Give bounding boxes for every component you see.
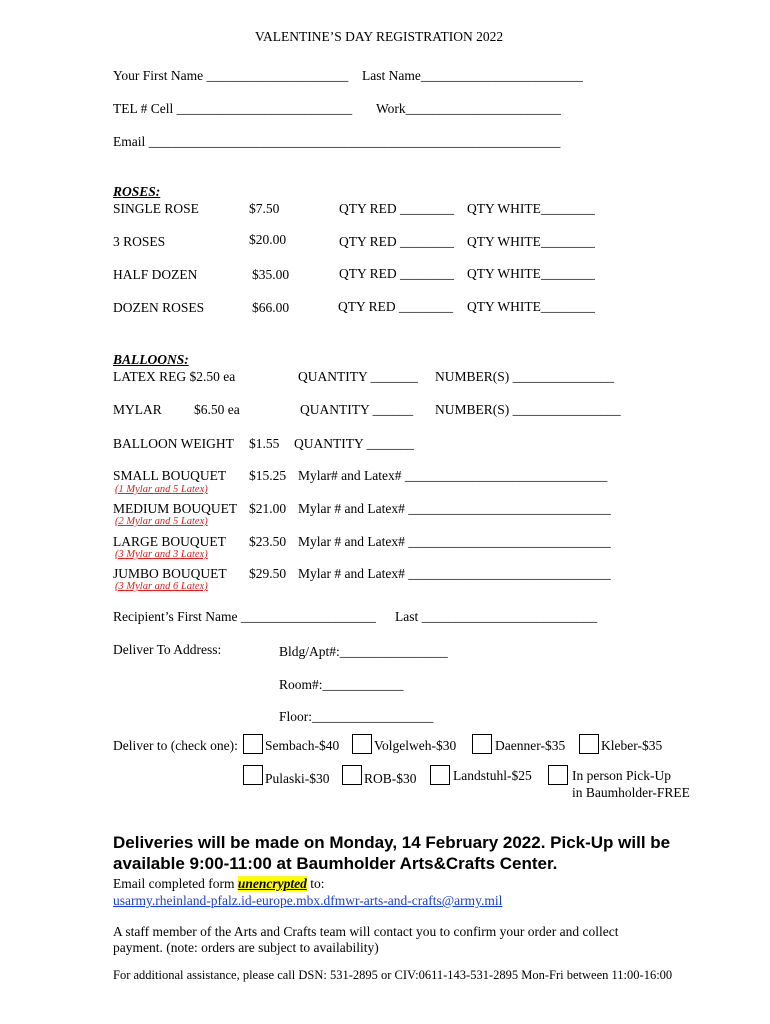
qty-red-field[interactable]: QTY RED ________ [338, 299, 453, 314]
recipient-last-name-field[interactable]: Last __________________________ [395, 609, 598, 624]
work-phone-field[interactable]: Work_______________________ [376, 101, 561, 116]
deliver-check-label: Deliver to (check one): [113, 738, 238, 753]
rose-item-name: DOZEN ROSES [113, 300, 205, 315]
qty-red-field[interactable]: QTY RED ________ [339, 234, 454, 249]
rose-item-price: $20.00 [249, 232, 287, 247]
first-name-field[interactable]: Your First Name _____________________ [113, 68, 349, 83]
mylar-quantity-field[interactable]: QUANTITY ______ [300, 402, 414, 417]
last-name-field[interactable]: Last Name________________________ [362, 68, 583, 83]
staff-note-line1: A staff member of the Arts and Crafts team will contact you to confirm your order and collect [113, 924, 619, 939]
recipient-first-name-field[interactable]: Recipient’s First Name ____________________ [113, 609, 376, 624]
sembach-label: Sembach-$40 [265, 738, 340, 753]
qty-white-field[interactable]: QTY WHITE________ [467, 266, 595, 281]
roses-heading: ROSES: [113, 184, 161, 199]
volgelweh-label: Volgelweh-$30 [374, 738, 457, 753]
bouquet-note: (2 Mylar and 5 Latex) [115, 516, 208, 527]
rob-checkbox[interactable] [342, 765, 362, 785]
bouquet-price: $23.50 [249, 534, 287, 549]
email-field[interactable]: Email _____________________________________________________________ [113, 134, 561, 149]
rose-item-name: 3 ROSES [113, 234, 166, 249]
mylar-numbers-field[interactable]: NUMBER(S) ________________ [435, 402, 621, 417]
bouquet-name: SMALL BOUQUET [113, 468, 227, 483]
latex-label: LATEX REG $2.50 ea [113, 369, 236, 384]
balloons-heading: BALLOONS: [113, 352, 189, 367]
bouquet-name: JUMBO BOUQUET [113, 566, 227, 581]
email-instruction-suffix: to: [306, 876, 325, 891]
bouquet-field[interactable]: Mylar # and Latex# ______________________________ [298, 566, 611, 581]
latex-quantity-field[interactable]: QUANTITY _______ [298, 369, 418, 384]
weight-price: $1.55 [249, 436, 280, 451]
delivery-notice-line1: Deliveries will be made on Monday, 14 February 2022. Pick-Up will be [113, 833, 671, 852]
floor-field[interactable]: Floor:__________________ [279, 709, 434, 724]
bouquet-price: $15.25 [249, 468, 287, 483]
email-address-link[interactable]: usarmy.rheinland-pfalz.id-europe.mbx.dfmwr-arts-and-crafts@army.mil [113, 893, 503, 908]
bouquet-field[interactable]: Mylar # and Latex# ______________________________ [298, 501, 611, 516]
bouquet-note: (1 Mylar and 5 Latex) [115, 484, 208, 495]
bouquet-note: (3 Mylar and 6 Latex) [115, 581, 208, 592]
pickup-checkbox[interactable] [548, 765, 568, 785]
kleber-label: Kleber-$35 [601, 738, 663, 753]
bouquet-price: $29.50 [249, 566, 287, 581]
bldg-apt-field[interactable]: Bldg/Apt#:________________ [279, 644, 448, 659]
delivery-notice-line2: available 9:00-11:00 at Baumholder Arts&Crafts Center. [113, 854, 558, 873]
qty-white-field[interactable]: QTY WHITE________ [467, 299, 595, 314]
landstuhl-checkbox[interactable] [430, 765, 450, 785]
qty-white-field[interactable]: QTY WHITE________ [467, 201, 595, 216]
sembach-checkbox[interactable] [243, 734, 263, 754]
latex-numbers-field[interactable]: NUMBER(S) _______________ [435, 369, 614, 384]
rose-item-name: SINGLE ROSE [113, 201, 199, 216]
qty-red-field[interactable]: QTY RED ________ [339, 266, 454, 281]
bouquet-name: MEDIUM BOUQUET [113, 501, 238, 516]
rose-item-name: HALF DOZEN [113, 267, 198, 282]
bouquet-field[interactable]: Mylar# and Latex# ______________________________ [298, 468, 608, 483]
volgelweh-checkbox[interactable] [352, 734, 372, 754]
assistance-note: For additional assistance, please call DSN: 531-2895 or CIV:0611-143-531-2895 Mon-Fri between 11:00-16:00 [113, 968, 673, 982]
qty-red-field[interactable]: QTY RED ________ [339, 201, 454, 216]
tel-cell-field[interactable]: TEL # Cell __________________________ [113, 101, 353, 116]
room-field[interactable]: Room#:____________ [279, 677, 404, 692]
page-title: VALENTINE’S DAY REGISTRATION 2022 [255, 29, 504, 44]
pulaski-label: Pulaski-$30 [265, 771, 330, 786]
deliver-to-label: Deliver To Address: [113, 642, 222, 657]
email-instruction-prefix: Email completed form [113, 876, 238, 891]
pickup-label-line2: in Baumholder-FREE [572, 785, 690, 800]
rose-item-price: $66.00 [252, 300, 290, 315]
bouquet-name: LARGE BOUQUET [113, 534, 226, 549]
bouquet-note: (3 Mylar and 3 Latex) [115, 549, 208, 560]
pulaski-checkbox[interactable] [243, 765, 263, 785]
email-instruction [113, 876, 324, 892]
daenner-label: Daenner-$35 [495, 738, 566, 753]
daenner-checkbox[interactable] [472, 734, 492, 754]
weight-label: BALLOON WEIGHT [113, 436, 234, 451]
staff-note-line2: payment. (note: orders are subject to availability) [113, 940, 379, 955]
pickup-label: In person Pick-Up [572, 768, 671, 783]
rose-item-price: $7.50 [249, 201, 280, 216]
weight-quantity-field[interactable]: QUANTITY _______ [294, 436, 414, 451]
bouquet-price: $21.00 [249, 501, 287, 516]
mylar-label: MYLAR [113, 402, 162, 417]
unencrypted-highlight: unencrypted [237, 876, 307, 891]
landstuhl-label: Landstuhl-$25 [453, 768, 532, 783]
mylar-price: $6.50 ea [194, 402, 240, 417]
rose-item-price: $35.00 [252, 267, 290, 282]
qty-white-field[interactable]: QTY WHITE________ [467, 234, 595, 249]
bouquet-field[interactable]: Mylar # and Latex# ______________________________ [298, 534, 611, 549]
rob-label: ROB-$30 [364, 771, 417, 786]
kleber-checkbox[interactable] [579, 734, 599, 754]
